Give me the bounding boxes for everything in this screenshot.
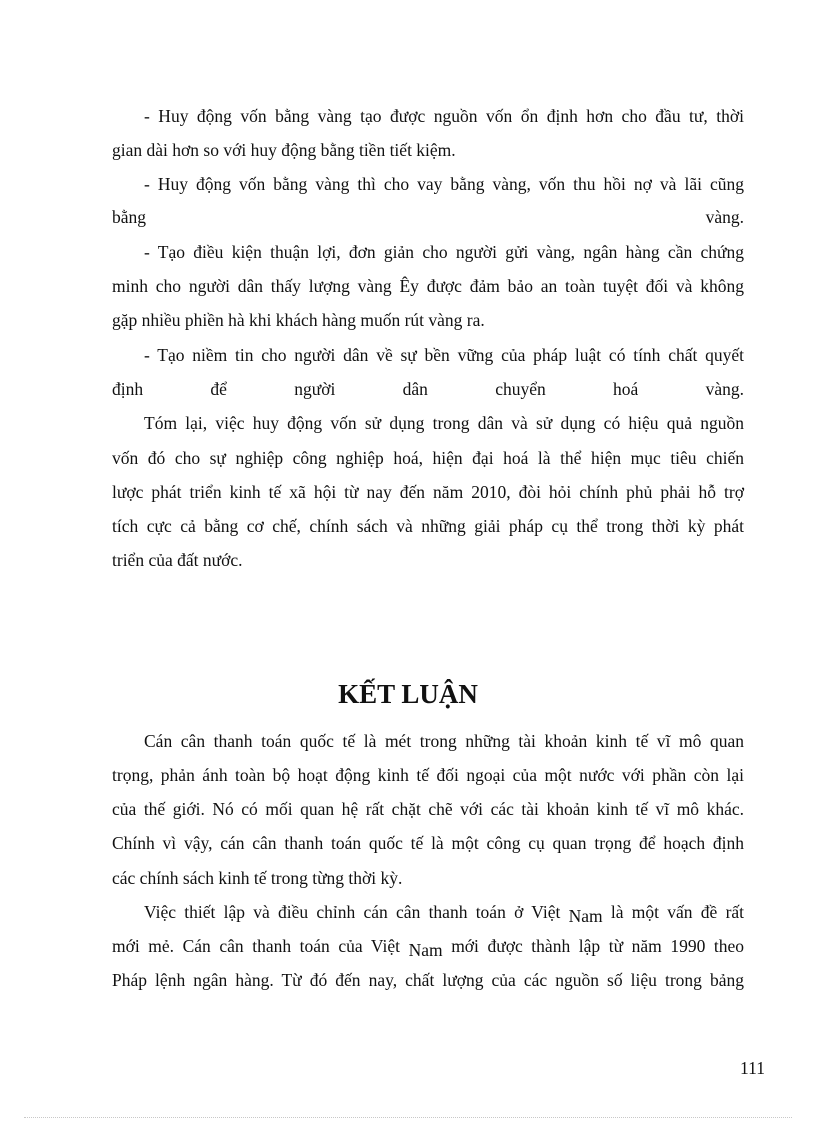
conclusion-line: Chính vì vậy, cán cân thanh toán quốc tế là một công cụ quan trọng để hoạch định [112, 833, 744, 853]
conclusion-line: các chính sách kinh tế trong từng thời kỳ. [112, 868, 403, 888]
body-line: - Huy động vốn bằng vàng tạo được nguồn vốn ổn định hơn cho đầu tư, thời [144, 106, 744, 126]
conclusion-line [144, 902, 745, 926]
body-line: - Huy động vốn bằng vàng thì cho vay bằng vàng, vốn thu hồi nợ và lãi cũng [144, 174, 744, 194]
conclusion-line: trọng, phản ánh toàn bộ hoạt động kinh tế đối ngoại của một nước với phần còn lại [112, 765, 744, 785]
body-line: lược phát triển kinh tế xã hội từ nay đến năm 2010, đòi hỏi chính phủ phải hỗ trợ [112, 482, 744, 502]
section-heading: KẾT LUẬN [338, 679, 478, 709]
body-line: định để người dân chuyển hoá vàng. [112, 379, 744, 399]
body-line: - Tạo niềm tin cho người dân về sự bền vững của pháp luật có tính chất quyết [144, 345, 744, 365]
page-number: 111 [740, 1058, 765, 1078]
line-text: Việc thiết lập và điều chỉnh cán cân thanh toán ở Việt [144, 902, 561, 922]
body-line: gian dài hơn so với huy động bằng tiền tiết kiệm. [112, 140, 456, 160]
subscript-text: Nam [408, 940, 443, 960]
line-text: mới được thành lập từ năm 1990 theo [451, 936, 745, 956]
subscript-text: Nam [568, 906, 603, 926]
body-line: minh cho người dân thấy lượng vàng Êy được đảm bảo an toàn tuyệt đối và không [112, 276, 744, 296]
conclusion-line [112, 936, 745, 960]
conclusion-line: Pháp lệnh ngân hàng. Từ đó đến nay, chất lượng của các nguồn số liệu trong bảng [112, 970, 744, 990]
body-line: bằng vàng. [112, 207, 744, 227]
line-text: mới mẻ. Cán cân thanh toán của Việt [112, 936, 400, 956]
body-line: Tóm lại, việc huy động vốn sử dụng trong dân và sử dụng có hiệu quả nguồn [144, 413, 744, 433]
body-line: triển của đất nước. [112, 550, 243, 570]
body-line: - Tạo điều kiện thuận lợi, đơn giản cho người gửi vàng, ngân hàng cần chứng [144, 242, 744, 262]
body-line: tích cực cả bằng cơ chế, chính sách và những giải pháp cụ thể trong thời kỳ phát [112, 516, 744, 536]
footer-divider [24, 1117, 792, 1118]
conclusion-line: Cán cân thanh toán quốc tế là mét trong những tài khoản kinh tế vĩ mô quan [144, 731, 744, 751]
conclusion-line: của thế giới. Nó có mối quan hệ rất chặt chẽ với các tài khoản kinh tế vĩ mô khác. [112, 799, 744, 819]
body-line: vốn đó cho sự nghiệp công nghiệp hoá, hiện đại hoá là thể hiện mục tiêu chiến [112, 448, 744, 468]
line-text: là một vấn đề rất [610, 902, 745, 922]
body-line: gặp nhiều phiền hà khi khách hàng muốn rút vàng ra. [112, 310, 485, 330]
